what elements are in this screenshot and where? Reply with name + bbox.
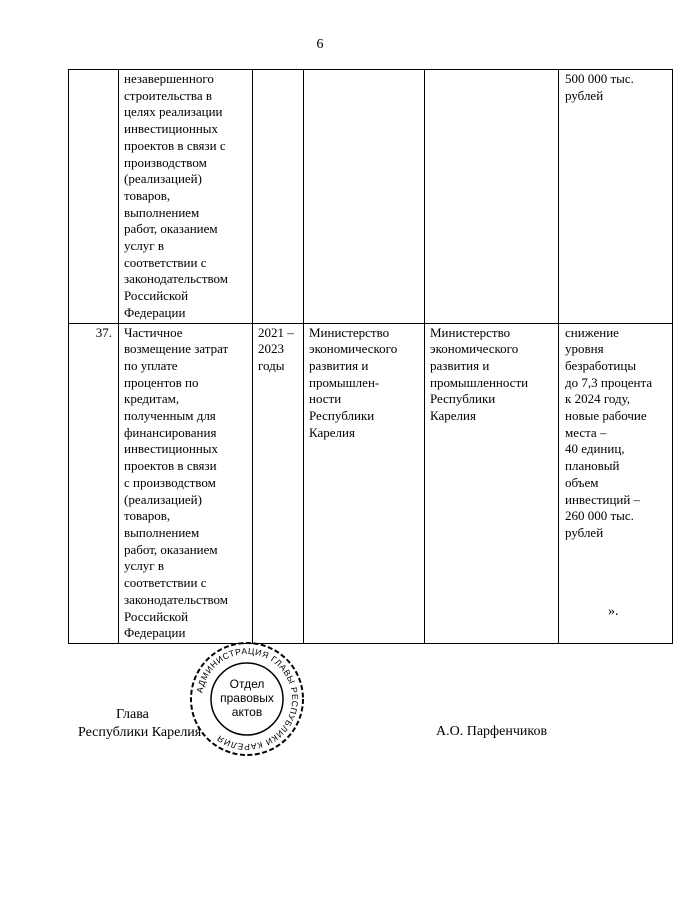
cell-number <box>69 70 119 324</box>
cell-text-line: незавершенного <box>124 71 214 86</box>
closing-quote: ». <box>608 604 619 619</box>
signatory-title-line1: Глава <box>116 707 149 722</box>
cell-text-line: плановый <box>565 458 620 474</box>
cell-executor <box>304 70 425 324</box>
cell-text-line: ности <box>309 391 342 407</box>
cell-text-line: экономического <box>430 341 519 357</box>
signatory-title-line2: Республики Карелия <box>78 725 202 740</box>
cell-text-line: развития и <box>430 357 490 373</box>
cell-text-line: проектов в связи с <box>124 137 226 153</box>
cell-term <box>253 70 304 324</box>
cell-text-line: 40 единиц, <box>565 441 625 457</box>
stamp-text-line1: Отдел <box>229 677 265 691</box>
cell-text-line: услуг в <box>124 238 164 254</box>
cell-text-line: инвестиций – <box>565 491 641 507</box>
cell-text-line: объем <box>565 474 599 490</box>
cell-text-line: Республики <box>430 391 496 407</box>
cell-text-line: с производством <box>124 474 216 490</box>
cell-text-line: 260 000 тыс. <box>565 508 634 524</box>
cell-coexecutor <box>425 323 559 643</box>
cell-text-line: Министерство <box>309 324 390 340</box>
cell-text-line: товаров, <box>124 187 171 203</box>
cell-text-line: Карелия <box>430 408 476 424</box>
cell-text-line: Карелия <box>309 424 355 440</box>
cell-text-line: годы <box>258 357 285 373</box>
cell-text-line: места – <box>565 424 607 440</box>
cell-number: 37. <box>69 323 119 643</box>
cell-result <box>559 323 673 643</box>
stamp-text-line2: правовых <box>220 691 274 705</box>
cell-text-line: Республики <box>309 408 375 424</box>
cell-text-line: инвестиционных <box>124 121 219 137</box>
cell-text-line: законодательством <box>124 591 229 607</box>
cell-text-line: соответствии с <box>124 254 207 270</box>
cell-text-line: к 2024 году, <box>565 391 631 407</box>
cell-text-line: инвестиционных <box>124 441 219 457</box>
cell-text-line: работ, оказанием <box>124 541 218 557</box>
cell-text-line: рублей <box>565 87 604 103</box>
cell-text-line: законодательством <box>124 271 229 287</box>
cell-text-line: рублей <box>565 524 604 540</box>
cell-text-line: 2023 <box>258 341 284 357</box>
measures-table <box>68 69 673 644</box>
table-row <box>69 323 673 643</box>
cell-text-line: по уплате <box>124 357 178 373</box>
cell-text-line: снижение <box>565 324 619 340</box>
table-row <box>69 70 673 324</box>
official-stamp <box>188 640 306 758</box>
cell-measure-name <box>119 323 253 643</box>
cell-measure-name <box>119 70 253 324</box>
cell-text-line: Российской <box>124 608 189 624</box>
cell-text-line: проектов в связи <box>124 458 217 474</box>
stamp-ring-text: АДМИНИСТРАЦИЯ ГЛАВЫ РЕСПУБЛИКИ КАРЕЛИЯ <box>194 645 301 753</box>
cell-text-line: до 7,3 процента <box>565 374 653 390</box>
cell-text-line: 500 000 тыс. <box>565 71 634 86</box>
cell-text-line: финансирования <box>124 424 217 440</box>
cell-text-line: соответствии с <box>124 575 207 591</box>
cell-text-line: процентов по <box>124 374 199 390</box>
cell-result <box>559 70 673 324</box>
cell-text-line: работ, оказанием <box>124 221 218 237</box>
cell-text-line: Частичное <box>124 324 183 340</box>
signatory-name: А.О. Парфенчиков <box>436 724 548 739</box>
cell-term <box>253 323 304 643</box>
cell-coexecutor <box>425 70 559 324</box>
cell-text-line: новые рабочие <box>565 408 647 424</box>
cell-text-line: промышлен- <box>309 374 380 390</box>
cell-text-line: промышленности <box>430 374 529 390</box>
cell-text-line: строительства в <box>124 87 213 103</box>
cell-text-line: кредитам, <box>124 391 180 407</box>
cell-text-line: товаров, <box>124 508 171 524</box>
cell-text-line: услуг в <box>124 558 164 574</box>
page-number: 6 <box>316 37 324 52</box>
cell-text-line: безработицы <box>565 357 637 373</box>
cell-text-line: целях реализации <box>124 104 223 120</box>
cell-text-line: полученным для <box>124 408 216 424</box>
cell-text-line: Федерации <box>124 625 186 641</box>
cell-text-line: выполнением <box>124 524 200 540</box>
cell-text-line: экономического <box>309 341 398 357</box>
cell-text-line: Российской <box>124 288 189 304</box>
stamp-text-line3: актов <box>231 705 263 719</box>
cell-text-line: (реализацией) <box>124 491 202 507</box>
cell-text-line: 2021 – <box>258 324 294 340</box>
cell-executor <box>304 323 425 643</box>
cell-text-line: производством <box>124 154 207 170</box>
cell-text-line: (реализацией) <box>124 171 202 187</box>
cell-text-line: выполнением <box>124 204 200 220</box>
cell-text-line: Министерство <box>430 324 511 340</box>
cell-text-line: Федерации <box>124 304 186 320</box>
cell-text-line: развития и <box>309 357 369 373</box>
cell-text-line: уровня <box>565 341 604 357</box>
cell-text-line: возмещение затрат <box>124 341 229 357</box>
